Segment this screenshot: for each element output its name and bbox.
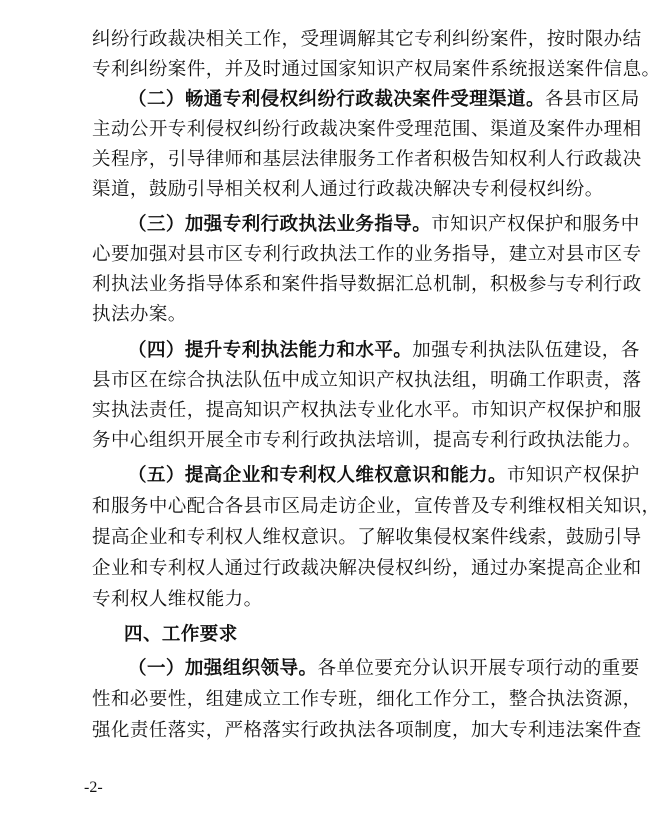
text-line: 实执法责任，提高知识产权执法专业化水平。市知识产权保护和服	[92, 400, 642, 421]
text-line: 务中心组织开展全市专利行政执法培训，提高专利行政执法能力。	[92, 430, 642, 451]
text-line: 性和必要性，组建成立工作专班，细化工作分工，整合执法资源，	[92, 689, 642, 710]
text-line: 心要加强对县市区专利行政执法工作的业务指导，建立对县市区专	[92, 244, 642, 265]
chapter-heading: 四、工作要求	[124, 624, 238, 645]
requirement-1-lead: （一）加强组织领导。	[128, 658, 318, 679]
text-line: 企业和专利权人通过行政裁决解决侵权纠纷，通过办案提高企业和	[92, 558, 642, 579]
text-line: 和服务中心配合各县市区局走访企业，宣传普及专利维权相关知识，	[92, 496, 661, 517]
text-line: 渠道，鼓励引导相关权利人通过行政裁决解决专利侵权纠纷。	[92, 179, 604, 200]
section-2-heading-line: （二）畅通专利侵权纠纷行政裁决案件受理渠道。各县市区局	[128, 89, 640, 110]
section-5-lead: （五）提高企业和专利权人维权意识和能力。	[128, 465, 508, 486]
section-5-heading-line: （五）提高企业和专利权人维权意识和能力。市知识产权保护	[128, 465, 640, 486]
text-line: 执法办案。	[92, 304, 187, 325]
section-4-heading-line: （四）提升专利执法能力和水平。加强专利执法队伍建设，各	[128, 340, 640, 361]
requirement-1-heading-line: （一）加强组织领导。各单位要充分认识开展专项行动的重要	[128, 658, 640, 679]
text-line: 提高企业和专利权人维权意识。了解收集侵权案件线索，鼓励引导	[92, 527, 642, 548]
page-number: -2-	[84, 779, 103, 796]
section-3-lead: （三）加强专利行政执法业务指导。	[128, 214, 432, 235]
section-2-lead: （二）畅通专利侵权纠纷行政裁决案件受理渠道。	[128, 89, 545, 110]
text-line: 主动公开专利侵权纠纷行政裁决案件受理范围、渠道及案件办理相	[92, 119, 642, 140]
text-line: 利执法业务指导体系和案件指导数据汇总机制，积极参与专利行政	[92, 274, 642, 295]
text-line: 强化责任落实，严格落实行政执法各项制度，加大专利违法案件查	[92, 720, 642, 741]
text-line: 专利权人维权能力。	[92, 589, 263, 610]
text-line: 关程序，引导律师和基层法律服务工作者积极告知权利人行政裁决	[92, 149, 642, 170]
section-4-lead: （四）提升专利执法能力和水平。	[128, 340, 413, 361]
text-line: 专利纠纷案件，并及时通过国家知识产权局案件系统报送案件信息。	[92, 59, 661, 80]
text-line: 县市区在综合执法队伍中成立知识产权执法组，明确工作职责，落	[92, 370, 642, 391]
section-3-heading-line: （三）加强专利行政执法业务指导。市知识产权保护和服务中	[128, 214, 640, 235]
text-line: 纠纷行政裁决相关工作，受理调解其它专利纠纷案件，按时限办结	[92, 29, 642, 50]
